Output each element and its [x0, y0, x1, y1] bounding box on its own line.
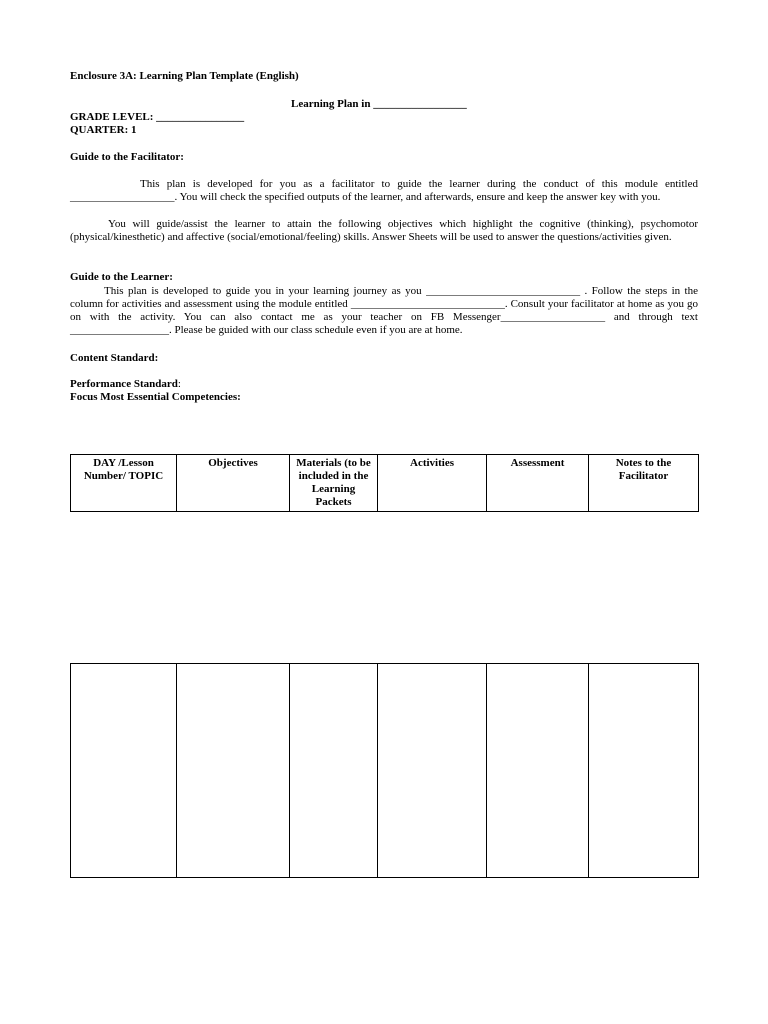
cell-assessment[interactable]: [487, 664, 589, 878]
facilitator-heading: Guide to the Facilitator:: [70, 151, 184, 163]
header-notes: Notes to the Facilitator: [589, 455, 699, 512]
enclosure-title: Enclosure 3A: Learning Plan Template (English): [70, 70, 299, 82]
facilitator-paragraph-2: You will guide/assist the learner to attain the following objectives which highlight the cognitive (thinking), psychomotor (physical/kinesthetic) and affective (social/emotional/feeling) skills. Answer Sheets will be used to answer the questions/activities given.: [70, 218, 698, 243]
quarter: QUARTER: 1: [70, 124, 137, 136]
grade-level: GRADE LEVEL: ________________: [70, 111, 245, 123]
cell-notes[interactable]: [589, 664, 699, 878]
cell-materials[interactable]: [290, 664, 378, 878]
plan-title: Learning Plan in _________________: [291, 98, 467, 110]
header-day-lesson-topic: DAY /Lesson Number/ TOPIC: [71, 455, 177, 512]
performance-standard: Performance Standard: [70, 378, 178, 390]
plan-header-table: [70, 454, 699, 512]
performance-standard-line: [70, 378, 181, 391]
header-objectives: Objectives: [177, 455, 290, 512]
learner-heading: Guide to the Learner:: [70, 271, 173, 283]
plan-body-table: [70, 663, 699, 878]
facilitator-paragraph-1: This plan is developed for you as a facilitator to guide the learner during the conduct of this module entitled ___________________. You will check the specified outputs of the learner, and afterwards, ensure and keep the answer key with you.: [70, 178, 698, 203]
table-row: [71, 664, 699, 878]
header-row: [71, 455, 699, 512]
cell-day-lesson-topic[interactable]: [71, 664, 177, 878]
learner-paragraph: This plan is developed to guide you in your learning journey as you ____________________________ . Follow the steps in the column for activities and assessment using the module entitled ____________________________. Consult your facilitator at home as you go on with the activity. You can also contact me as your teacher on FB Messenger___________________ and through text __________________. Please be guided with our class schedule even if you are at home.: [70, 285, 698, 336]
header-materials: Materials (to be included in the Learning Packets: [290, 455, 378, 512]
cell-activities[interactable]: [378, 664, 487, 878]
focus-competencies: Focus Most Essential Competencies:: [70, 391, 241, 403]
header-activities: Activities: [378, 455, 487, 512]
cell-objectives[interactable]: [177, 664, 290, 878]
header-assessment: Assessment: [487, 455, 589, 512]
content-standard: Content Standard:: [70, 352, 159, 364]
performance-standard-colon: :: [177, 378, 181, 390]
